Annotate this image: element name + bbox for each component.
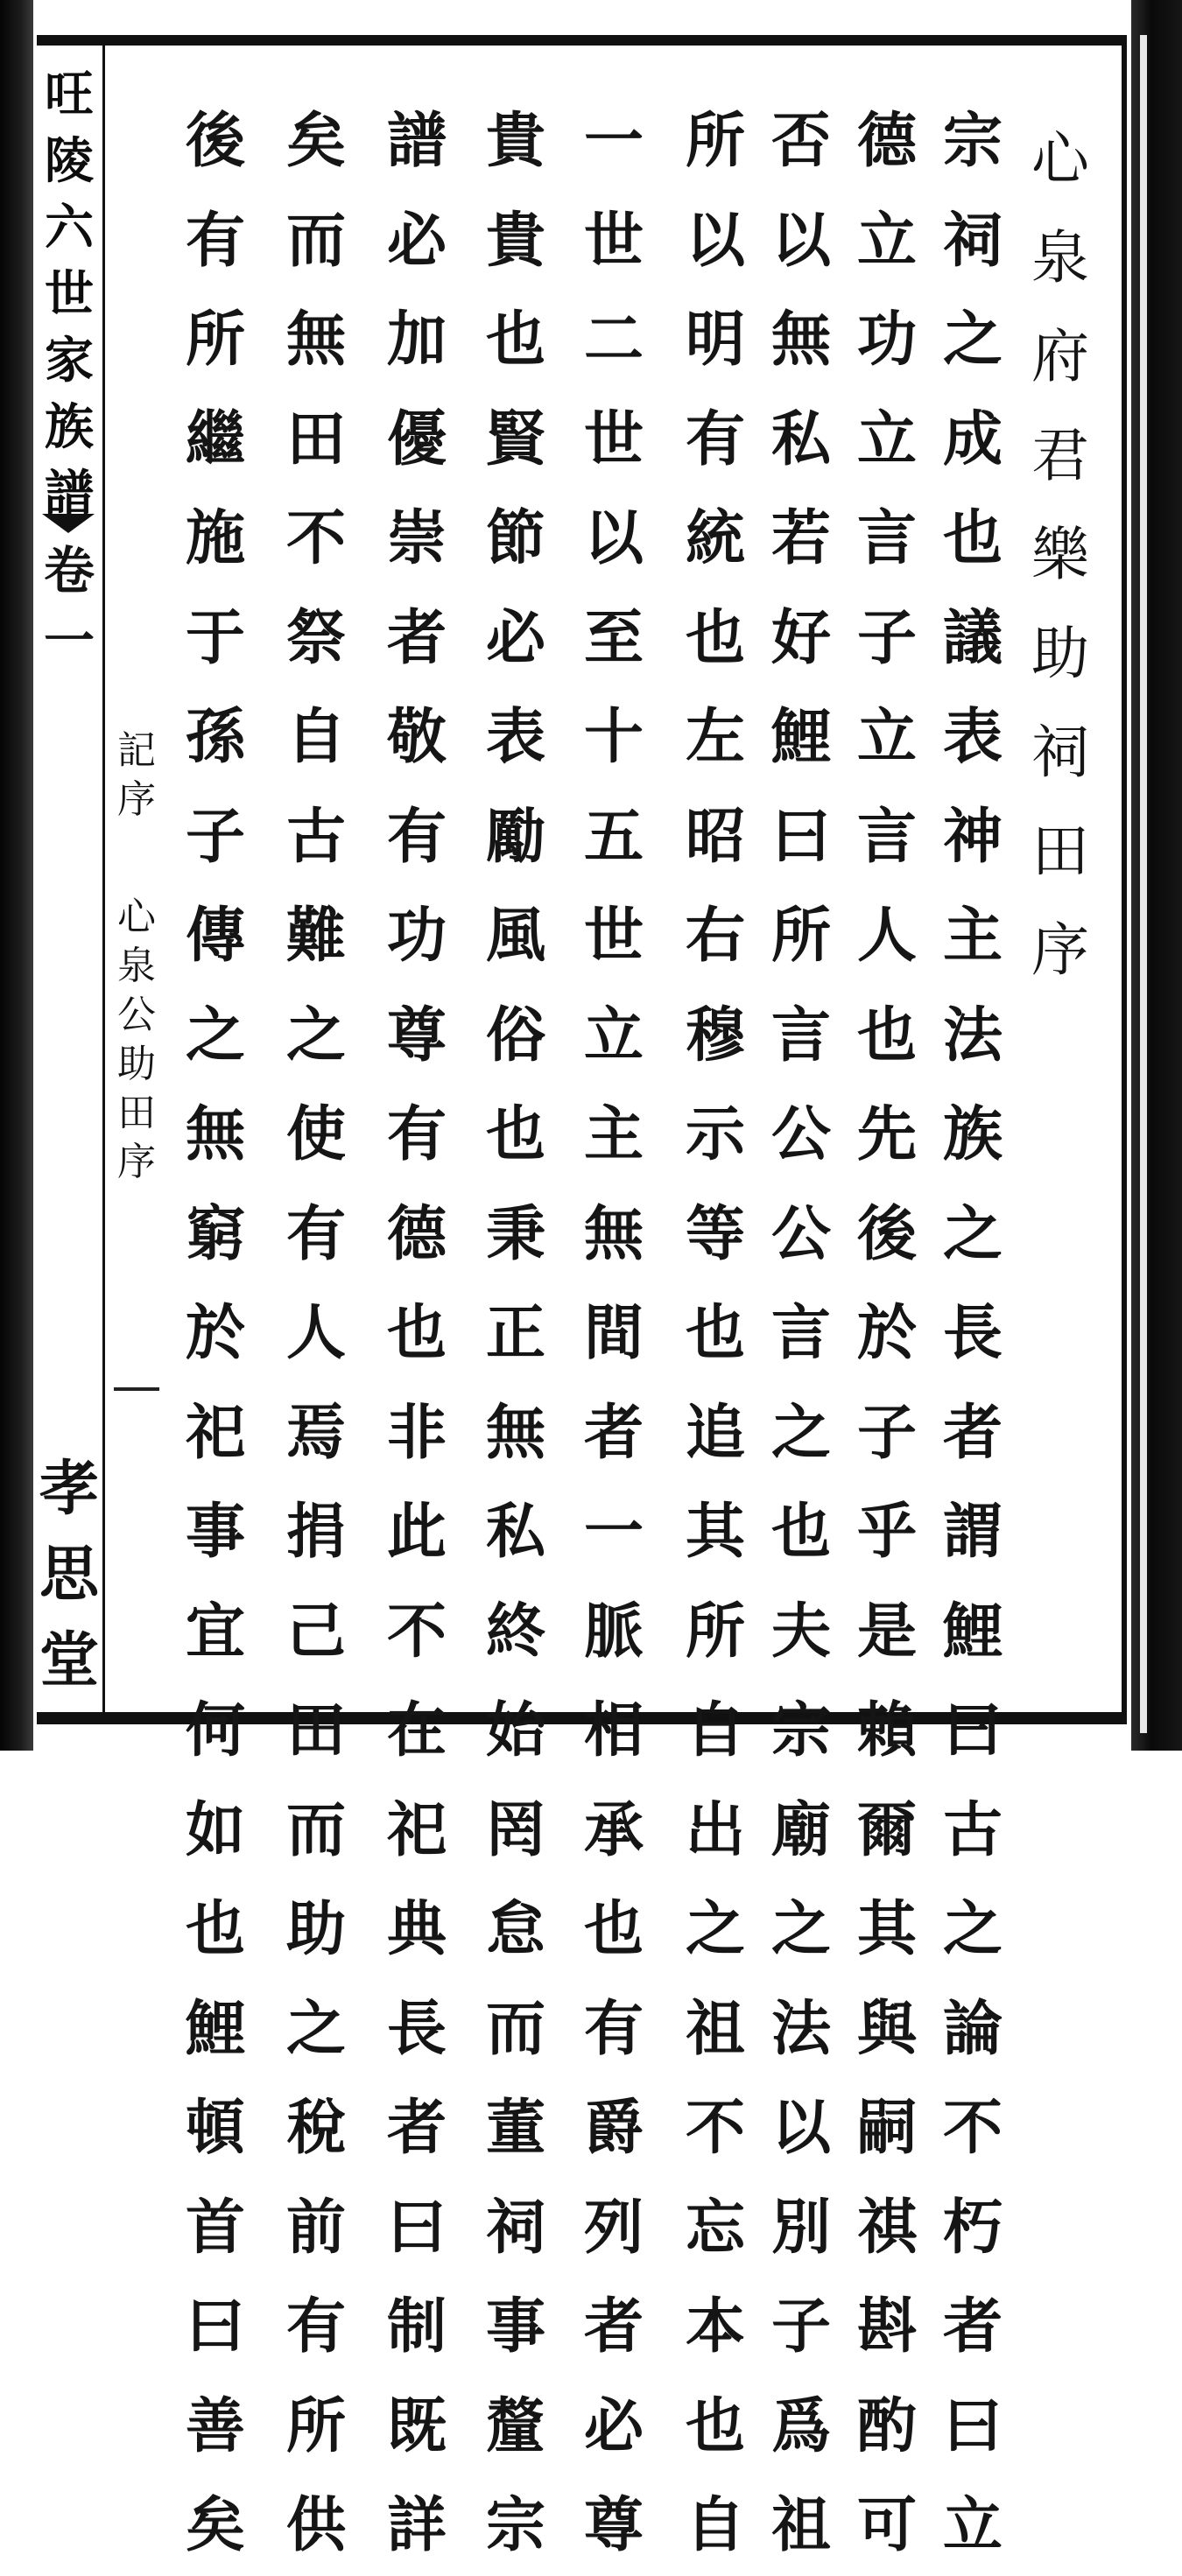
- fishtail-mark: [42, 514, 95, 533]
- text-column: 後有所繼施于孫子傳之無窮於祀事宜何如也鯉頓首曰善矣: [185, 106, 245, 2560]
- adjacent-page-edge: [1131, 0, 1182, 1751]
- page-number: [114, 1387, 159, 1391]
- text-column: 所以明有統也左昭右穆示等也追其所自出之祖不忘本也自: [685, 106, 745, 2560]
- book-title: 㕵陵六世家族譜: [45, 66, 94, 523]
- text-column: 貴貴也賢節必表勵風俗也秉正無私終始罔怠而董祠事釐宗: [485, 106, 545, 2560]
- section-short-title: 心泉公助田序: [117, 895, 156, 1184]
- text-column: 一世二世以至十五世立主無間者一脈相承也有爵列者必尊: [583, 106, 644, 2560]
- text-column: 宗祠之成也議表神主法族之長者謂鯉曰古之論不朽者曰立: [942, 106, 1003, 2560]
- text-column: 矣而無田不祭自古難之使有人焉捐己田而助之稅前有所供: [285, 106, 346, 2560]
- right-border-rule: [1122, 35, 1127, 1724]
- volume-label: 卷一: [43, 541, 95, 670]
- book-spine: [0, 0, 33, 1751]
- hall-name: 孝思堂: [39, 1454, 99, 1695]
- page-frame: [37, 35, 1127, 2560]
- text-column: 否以無私若好鯉曰所言公公言之也夫宗廟之法以別子爲祖: [770, 106, 831, 2560]
- section-category: 記序: [117, 728, 156, 822]
- text-column-title: 心泉府君樂助祠田序: [1031, 125, 1089, 984]
- text-column: 譜必加優崇者敬有功尊有德也非此不在祀典長者曰制既詳: [386, 106, 447, 2560]
- top-border-rule: [37, 35, 1127, 46]
- text-column: 德立功立言子立言人也先後於子乎是賴爾其與嗣祺斟酌可: [856, 106, 917, 2560]
- centre-fold-column: [37, 46, 105, 1712]
